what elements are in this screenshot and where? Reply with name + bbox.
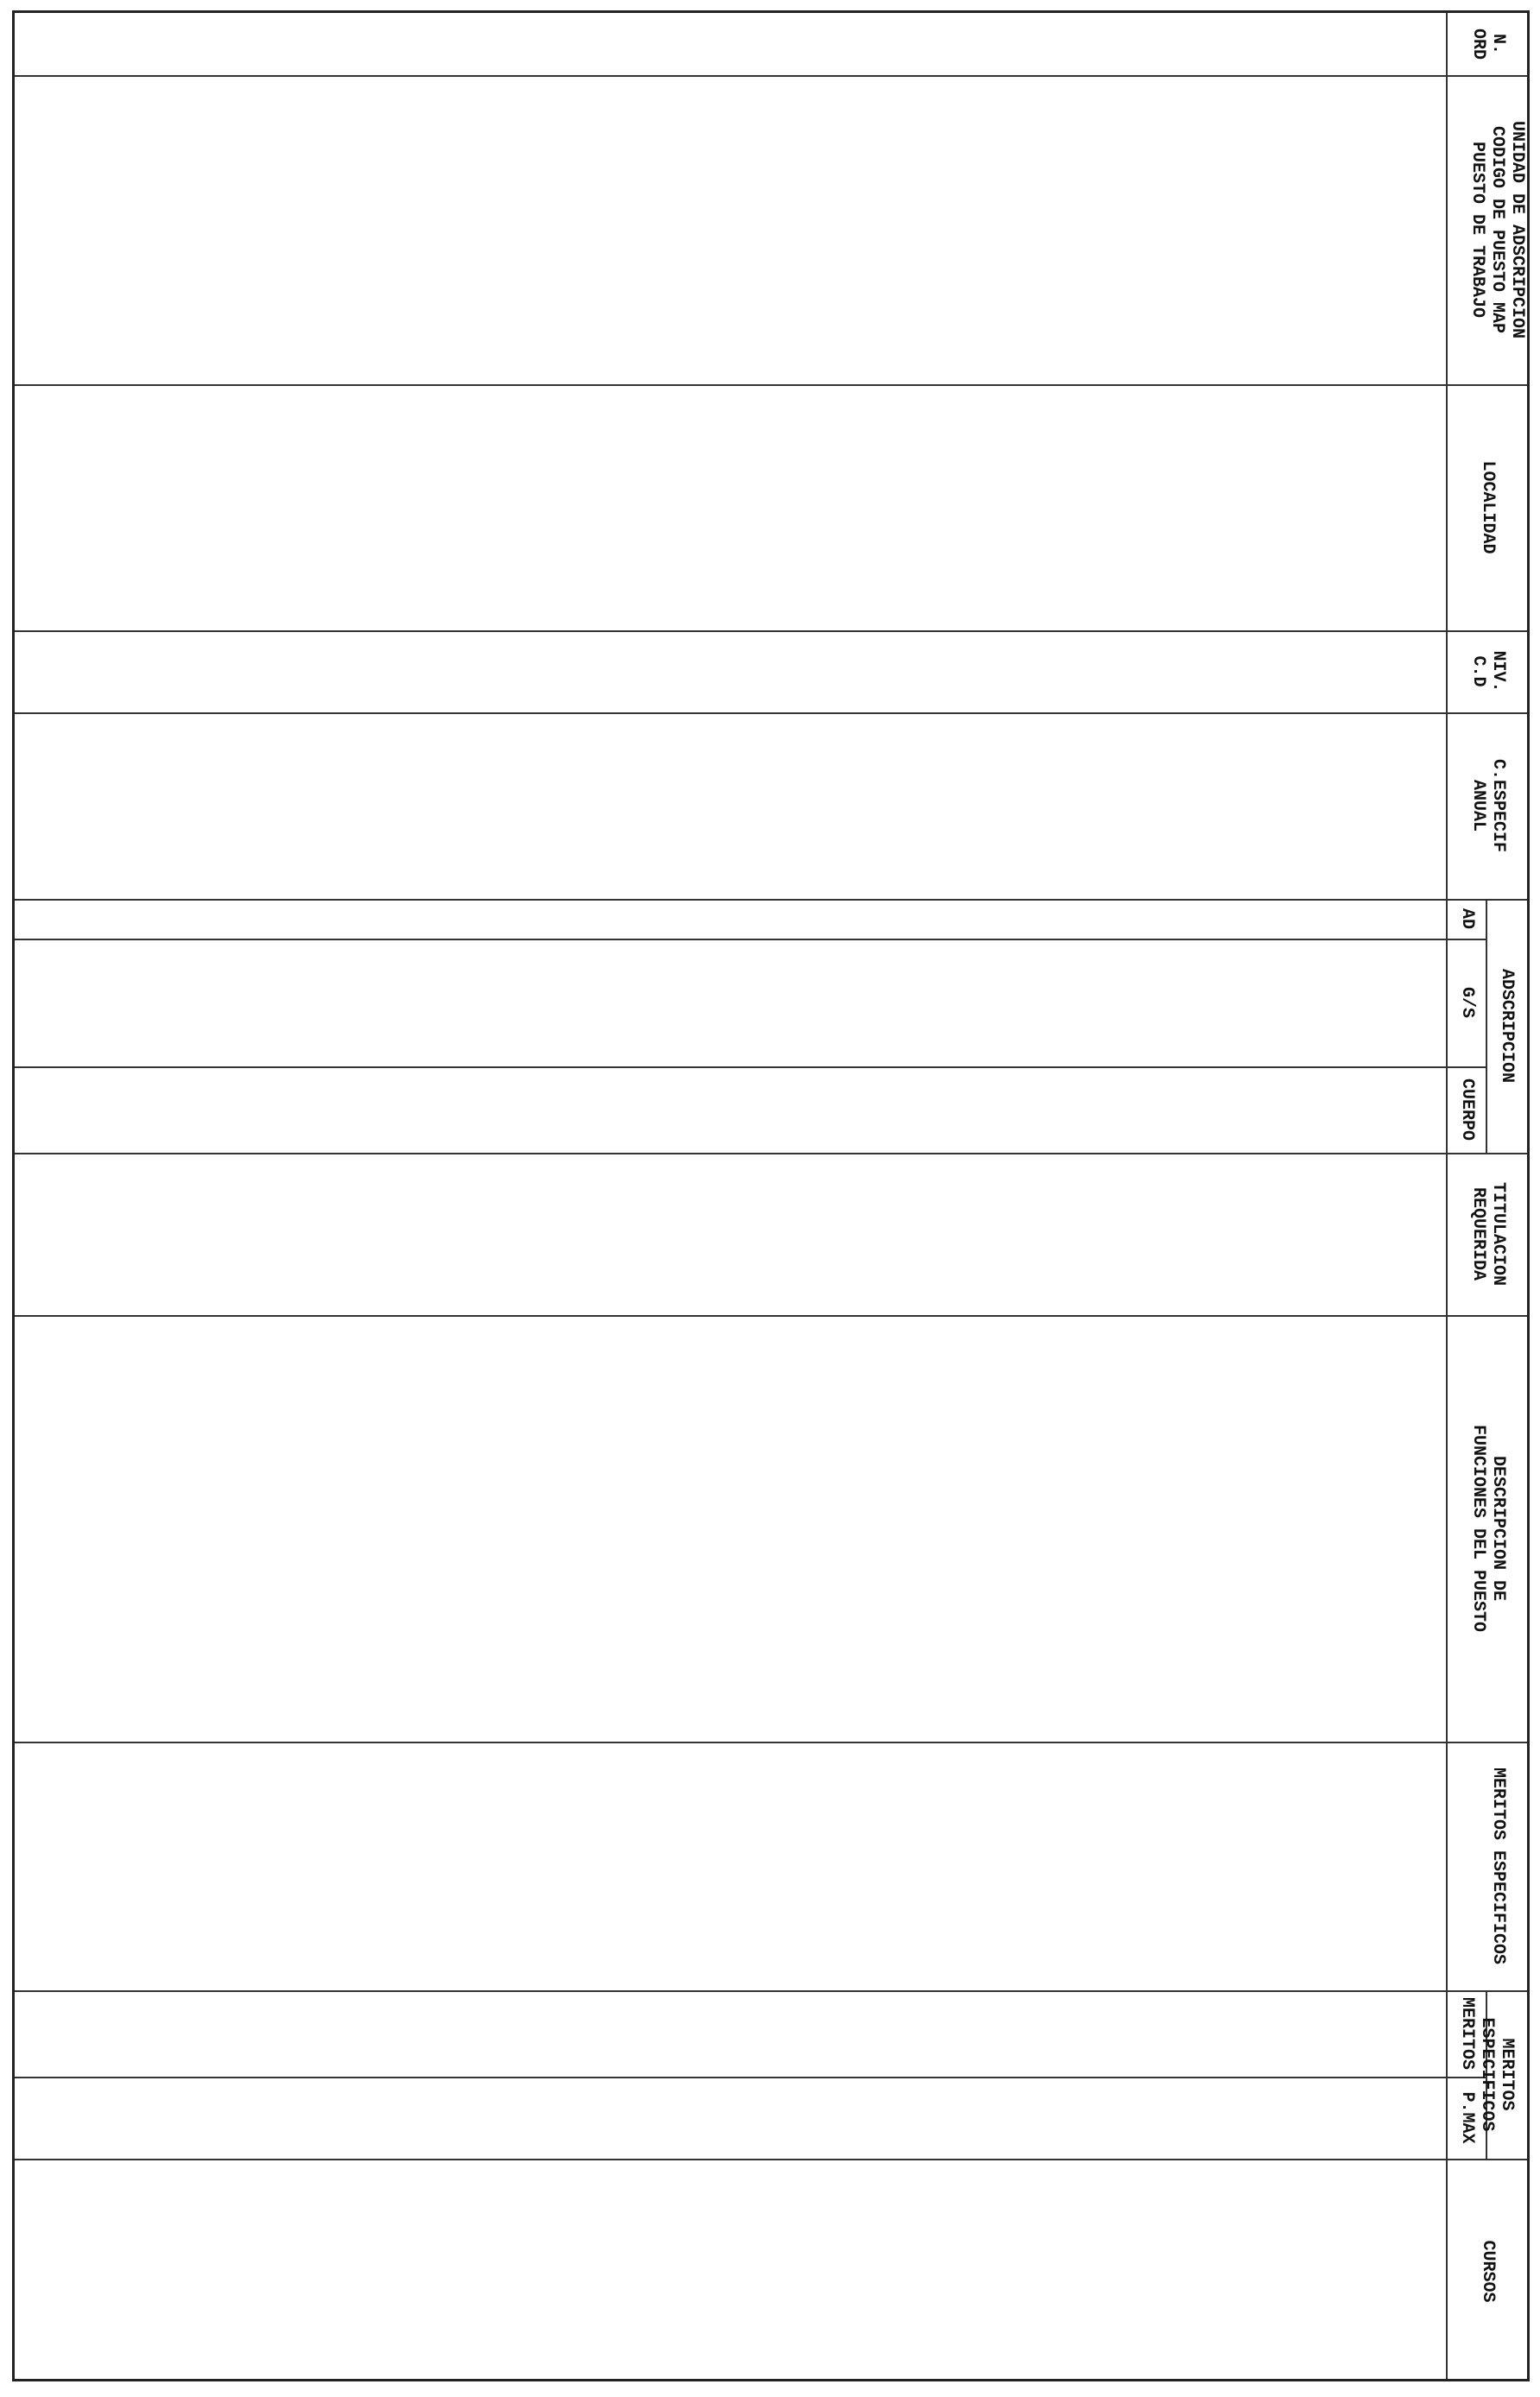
header-pmax: P.MAX bbox=[1457, 2091, 1477, 2144]
header-nivel: NIV. C.D bbox=[1468, 650, 1508, 693]
col-line bbox=[15, 899, 1527, 901]
col-line bbox=[15, 1153, 1527, 1154]
header-meritos-especificos: MERITOS ESPECIFICOS bbox=[1477, 2017, 1517, 2132]
header-unidad: UNIDAD DE ADSCRIPCION CODIGO DE PUESTO MAP PUESTO DE TRABAJO bbox=[1467, 120, 1527, 339]
header-meritos: MERITOS bbox=[1457, 1996, 1477, 2070]
job-positions-table bbox=[12, 10, 1530, 2381]
header-cuerpo: CUERPO bbox=[1457, 1078, 1477, 1141]
adscripcion-subheader-line bbox=[1486, 899, 1487, 1153]
col-line bbox=[15, 939, 1487, 940]
col-line bbox=[15, 2077, 1487, 2078]
header-separator bbox=[1446, 13, 1448, 2379]
col-line bbox=[15, 1742, 1527, 1743]
header-titulacion: TITULACION REQUERIDA bbox=[1468, 1181, 1508, 1287]
header-localidad: LOCALIDAD bbox=[1478, 460, 1498, 554]
col-line bbox=[15, 384, 1527, 386]
header-adscripcion: ADSCRIPCION bbox=[1497, 968, 1517, 1084]
col-line bbox=[15, 1315, 1527, 1317]
header-meritos-especificos-label: MERITOS ESPECIFICOS bbox=[1488, 1767, 1508, 1965]
header-complemento: C.ESPECIF ANUAL bbox=[1468, 758, 1508, 853]
col-line bbox=[15, 1990, 1527, 1992]
header-gs: G/S bbox=[1457, 986, 1477, 1018]
col-line bbox=[15, 630, 1527, 632]
header-ad: AD bbox=[1457, 908, 1477, 929]
header-cursos: CURSOS bbox=[1478, 2240, 1498, 2303]
header-norden: N. ORD bbox=[1468, 28, 1508, 60]
header-descripcion: DESCRIPCION DE FUNCIONES DEL PUESTO bbox=[1468, 1424, 1508, 1633]
col-line bbox=[15, 712, 1527, 714]
col-line bbox=[15, 75, 1527, 77]
col-line bbox=[15, 1066, 1487, 1068]
col-line bbox=[15, 2159, 1527, 2160]
